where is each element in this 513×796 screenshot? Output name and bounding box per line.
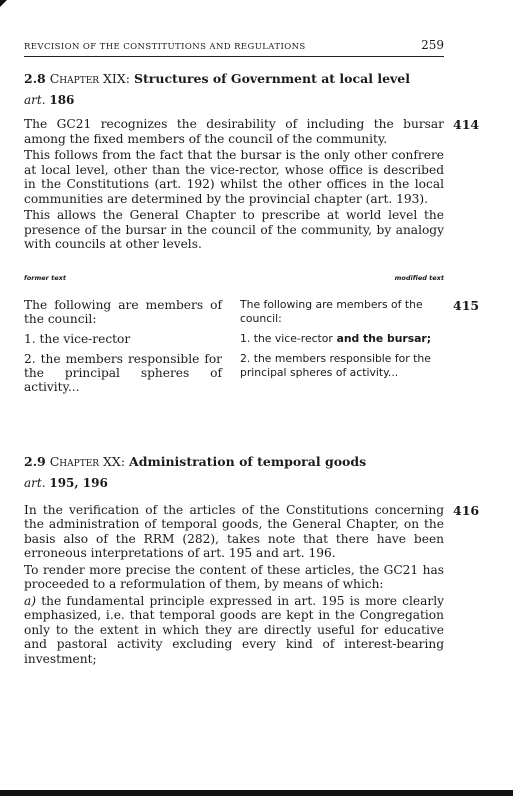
comparison-columns: [24, 297, 480, 394]
section-2-8: [24, 71, 480, 252]
former-text-label: former text: [24, 273, 66, 282]
paragraph: In the verification of the articles of the Constitutions concerning the administration of temporal goods, the General Chapter, on the basis also of the RRM (282), takes note that there have been erroneous interpretations of art. 195 and art. 196.: [24, 502, 444, 560]
section-2-9: [24, 453, 480, 667]
margin-number: 414: [453, 117, 480, 132]
modified-item: [240, 332, 444, 346]
chapter-label: Chapter XIX:: [49, 71, 130, 86]
art-prefix: art.: [24, 475, 46, 490]
art-prefix: art.: [24, 93, 46, 107]
page-corner-mark: [0, 0, 7, 7]
art-numbers: 195, 196: [49, 475, 108, 490]
document-page: [24, 38, 480, 666]
margin-number: 416: [453, 502, 480, 518]
chapter-label: Chapter XX:: [49, 453, 126, 469]
former-item: 2. the members responsible for the principal spheres of activity...: [24, 351, 222, 394]
list-item-text: the fundamental principle expressed in art. 195 is more clearly emphasized, i.e. that temporal goods are kept in the Congregation only to the extent in which they are directly useful for educative and pastoral activity excluding every kind of interest-bearing investment;: [24, 593, 444, 666]
margin-number: 415: [453, 297, 480, 313]
paragraph: The GC21 recognizes the desirability of including the bursar among the fixed members of the council of the community.: [24, 117, 444, 146]
section-title: Administration of temporal goods: [129, 453, 367, 469]
section-number: 2.9: [24, 453, 46, 469]
modified-item: 2. the members responsible for the principal spheres of activity...: [240, 351, 431, 379]
article-reference: [24, 476, 444, 490]
modified-item-text: 1. the vice-rector: [240, 331, 333, 345]
art-numbers: 186: [49, 93, 75, 107]
running-head: [24, 38, 444, 57]
former-item: 1. the vice-rector: [24, 331, 131, 346]
paragraph: [24, 594, 444, 667]
article-reference: [24, 93, 444, 107]
page-number: 259: [421, 38, 444, 52]
paragraph: This allows the General Chapter to prescribe at world level the presence of the bursar in the council of the community, by analogy with councils at other levels.: [24, 208, 444, 251]
former-item: The following are members of the council:: [24, 297, 222, 326]
section-2-9-body: [24, 502, 480, 667]
section-2-8-body: [24, 117, 480, 252]
modified-item-addition: and the bursar;: [332, 331, 432, 345]
section-number: 2.8: [24, 71, 46, 86]
running-head-title: REVCISION OF THE CONSTITUTIONS AND REGULATIONS: [24, 42, 306, 52]
text-comparison: [24, 273, 480, 394]
section-2-9-heading: [24, 454, 444, 469]
section-title: Structures of Government at local level: [133, 71, 410, 86]
modified-text-column: [240, 298, 444, 394]
paragraph: This follows from the fact that the bursar is the only other confrere at local level, other than the vice-rector, whose office is described in the Constitutions (art. 192) whilst the other offices in the local communities are determined by the provincial chapter (art. 193).: [24, 148, 444, 206]
page-bottom-edge: [0, 790, 513, 796]
modified-text-label: modified text: [394, 273, 444, 282]
section-2-8-heading: [24, 71, 444, 86]
comparison-labels: [24, 274, 444, 282]
former-text-column: [24, 298, 222, 394]
modified-item: The following are members of the council:: [240, 297, 423, 325]
list-marker: a): [24, 593, 37, 608]
paragraph: To render more precise the content of these articles, the GC21 has proceeded to a reformulation of them, by means of which:: [24, 562, 444, 591]
